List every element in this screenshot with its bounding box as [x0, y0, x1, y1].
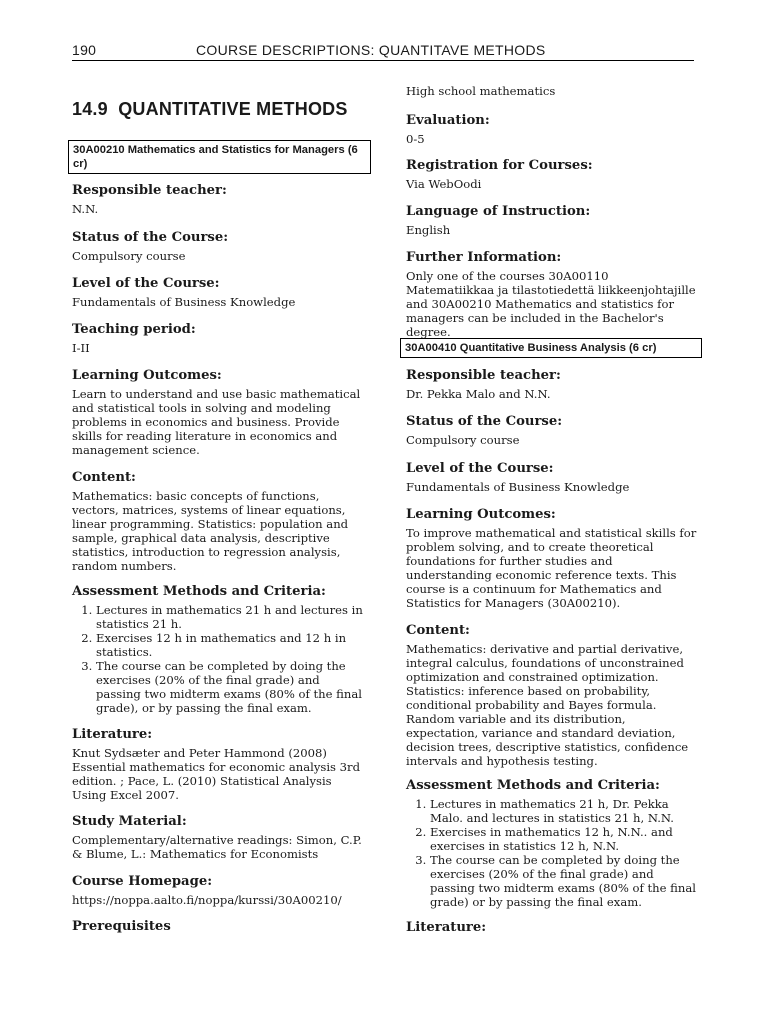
course-level-label: Level of the Course:	[406, 461, 554, 476]
list-item: 2. Exercises 12 h in mathematics and 12 h in statistics.	[96, 631, 364, 659]
page-header	[72, 40, 694, 61]
teaching-period-section	[72, 322, 368, 355]
page-number: 190	[72, 42, 97, 58]
literature-label: Literature:	[72, 727, 153, 742]
course-level-label: Level of the Course:	[72, 276, 220, 291]
registration-label: Registration for Courses:	[406, 158, 593, 173]
learning-outcomes-section	[406, 507, 698, 610]
learning-outcomes-value: To improve mathematical and statistical skills for problem solving, and to create theoretical foundations for further studies and understanding economic reference texts. This course is a continuum for Mathematics and Statistics for Managers (30A00210).	[406, 526, 697, 610]
course-status-label: Status of the Course:	[406, 414, 563, 429]
list-item: 3. The course can be completed by doing the exercises (20% of the final grade) and passing two midterm exams (80% of the final grade) or by passing the final exam.	[430, 853, 698, 909]
assessment-label: Assessment Methods and Criteria:	[406, 778, 660, 793]
literature-value: Knut Sydsæter and Peter Hammond (2008) Essential mathematics for economic analysis 3rd edition. ; Pace, L. (2010) Statistical Analysis Using Excel 2007.	[72, 746, 360, 802]
responsible-teacher-label: Responsible teacher:	[406, 368, 561, 383]
learning-outcomes-value: Learn to understand and use basic mathematical and statistical tools in solving and modeling problems in economics and business. Provide skills for reading literature in economics and management science.	[72, 387, 361, 457]
content-label: Content:	[406, 623, 470, 638]
list-item: 1. Lectures in mathematics 21 h, Dr. Pekka Malo. and lectures in statistics 21 h, N.N.	[430, 797, 698, 825]
further-info-label: Further Information:	[406, 250, 562, 265]
learning-outcomes-label: Learning Outcomes:	[72, 368, 222, 383]
prerequisites-section	[72, 919, 368, 935]
prerequisites-value-section	[406, 84, 698, 98]
running-title: COURSE DESCRIPTIONS: QUANTITAVE METHODS	[196, 42, 546, 58]
learning-outcomes-label: Learning Outcomes:	[406, 507, 556, 522]
course-homepage-label: Course Homepage:	[72, 874, 213, 889]
content-section	[72, 470, 364, 573]
responsible-teacher-value: N.N.	[72, 202, 99, 216]
assessment-label: Assessment Methods and Criteria:	[72, 584, 326, 599]
registration-section	[406, 158, 698, 191]
responsible-teacher-value: Dr. Pekka Malo and N.N.	[406, 387, 551, 401]
course-title-box: 30A00410 Quantitative Business Analysis (6 cr)	[400, 338, 702, 358]
teaching-period-label: Teaching period:	[72, 322, 196, 337]
course-status-section	[72, 230, 368, 263]
prerequisites-value: High school mathematics	[406, 84, 556, 98]
further-info-value: Only one of the courses 30A00110 Matematiikkaa ja tilastotiedettä liikkeenjohtajille and 30A00210 Mathematics and statistics for managers can be included in the Bachelor's degree.	[406, 269, 696, 339]
literature-section	[406, 920, 698, 936]
assessment-section	[72, 584, 364, 715]
course-status-section	[406, 414, 698, 447]
course-status-value: Compulsory course	[72, 249, 186, 263]
course-level-value: Fundamentals of Business Knowledge	[406, 480, 630, 494]
list-item: 2. Exercises in mathematics 12 h, N.N.. and exercises in statistics 12 h, N.N.	[430, 825, 698, 853]
content-section	[406, 623, 698, 768]
content-value: Mathematics: basic concepts of functions, vectors, matrices, systems of linear equations, linear programming. Statistics: population and sample, graphical data analysis, descriptive statistics, introduction to regression analysis, random numbers.	[72, 489, 349, 573]
literature-section	[72, 727, 364, 802]
language-label: Language of Instruction:	[406, 204, 591, 219]
evaluation-value: 0-5	[406, 132, 425, 146]
responsible-teacher-section	[406, 368, 698, 401]
course-status-value: Compulsory course	[406, 433, 520, 447]
responsible-teacher-label: Responsible teacher:	[72, 183, 227, 198]
registration-value: Via WebOodi	[406, 177, 482, 191]
course-homepage-link[interactable]: https://noppa.aalto.fi/noppa/kurssi/30A00210/	[72, 893, 342, 907]
evaluation-label: Evaluation:	[406, 113, 490, 128]
assessment-list	[406, 797, 698, 909]
further-info-section	[406, 250, 698, 339]
course-level-section	[406, 461, 698, 494]
content-value: Mathematics: derivative and partial derivative, integral calculus, foundations of unconstrained optimization and constrained optimization. Statistics: inference based on probability, conditional probability and Bayes formula. Random variable and its distribution, expectation, variance and standard deviation, decision trees, descriptive statistics, confidence intervals and hypothesis testing.	[406, 642, 689, 768]
study-material-section	[72, 814, 364, 861]
language-value: English	[406, 223, 451, 237]
assessment-section	[406, 778, 698, 909]
course-title-box: 30A00210 Mathematics and Statistics for Managers (6 cr)	[68, 140, 371, 174]
teaching-period-value: I-II	[72, 341, 90, 355]
course-level-section	[72, 276, 368, 309]
literature-label: Literature:	[406, 920, 487, 935]
list-item: 3. The course can be completed by doing the exercises (20% of the final grade) and passing two midterm exams (80% of the final grade), or by passing the final exam.	[96, 659, 364, 715]
assessment-list	[72, 603, 364, 715]
evaluation-section	[406, 113, 698, 146]
learning-outcomes-section	[72, 368, 364, 457]
section-title: 14.9 QUANTITATIVE METHODS	[72, 99, 348, 119]
prerequisites-label: Prerequisites	[72, 919, 171, 934]
course-level-value: Fundamentals of Business Knowledge	[72, 295, 296, 309]
course-homepage-section	[72, 874, 372, 907]
course-status-label: Status of the Course:	[72, 230, 229, 245]
content-label: Content:	[72, 470, 136, 485]
list-item: 1. Lectures in mathematics 21 h and lectures in statistics 21 h.	[96, 603, 364, 631]
responsible-teacher-section	[72, 183, 368, 216]
study-material-label: Study Material:	[72, 814, 187, 829]
language-section	[406, 204, 698, 237]
study-material-value: Complementary/alternative readings: Simon, C.P. & Blume, L.: Mathematics for Economists	[72, 833, 362, 861]
